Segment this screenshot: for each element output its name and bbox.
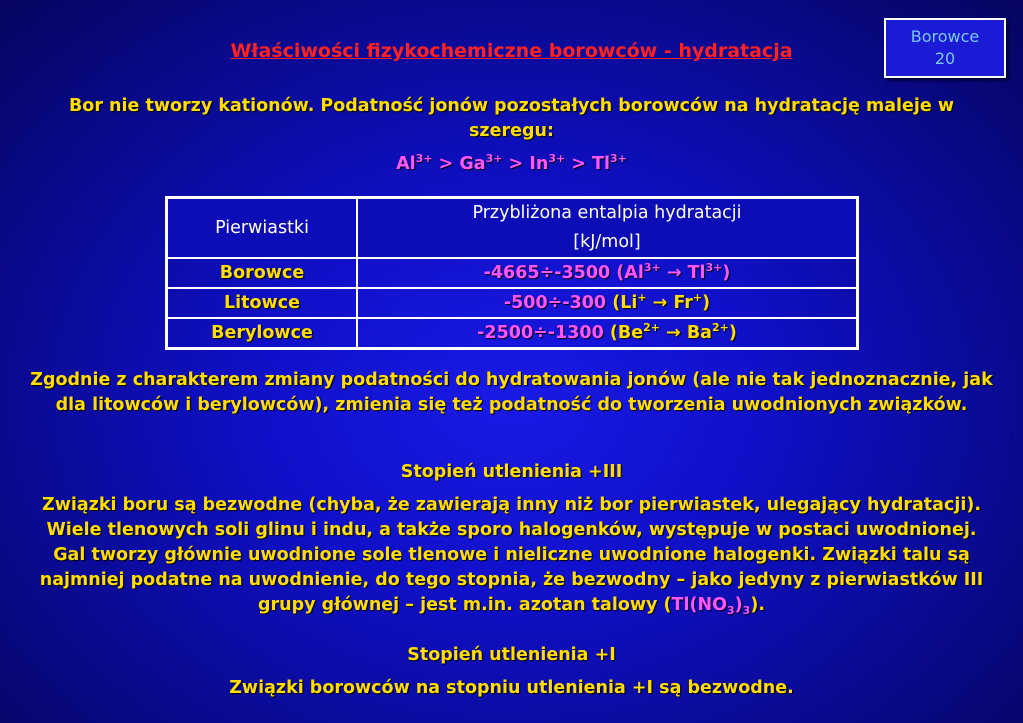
header-enthalpy-unit: [kJ/mol] bbox=[573, 232, 641, 252]
series-ion-al: $Al^{3+}$ bbox=[396, 152, 433, 174]
hydration-series bbox=[0, 154, 1023, 174]
section-text-oxidation-1: Związki borowców na stopniu utlenienia +I są bezwodne. bbox=[229, 678, 794, 698]
table-row bbox=[167, 318, 858, 349]
row-value: -4665÷-3500 $(Al^{3+} \to Tl^{3+})$ bbox=[357, 258, 858, 288]
paragraph-hydrated-compounds: Zgodnie z charakterem zmiany podatności do hydratowania jonów (ale nie tak jednoznacznie, jak dla litowców i berylowców), zmienia się też podatność do tworzenia uwodnionych związków. bbox=[30, 370, 993, 415]
header-enthalpy-label: Przybliżona entalpia hydratacji bbox=[472, 203, 742, 223]
thallium-nitrate-formula: $Tl(NO_3)_3$ bbox=[671, 595, 751, 617]
series-sep: > bbox=[565, 154, 593, 174]
row-group: Borowce bbox=[167, 258, 358, 288]
series-sep: > bbox=[502, 154, 530, 174]
header-enthalpy bbox=[357, 198, 858, 259]
section-heading-oxidation-1: Stopień utlenienia +I bbox=[407, 645, 616, 665]
section-heading-oxidation-3: Stopień utlenienia +III bbox=[400, 462, 623, 482]
series-sep: > bbox=[432, 154, 460, 174]
row-value: -2500÷-1300 $(Be^{2+} \to Ba^{2+})$ bbox=[357, 318, 858, 349]
table-row bbox=[167, 288, 858, 318]
row-group: Litowce bbox=[167, 288, 358, 318]
series-ion-tl: $Tl^{3+}$ bbox=[592, 152, 627, 174]
hydration-enthalpy-table bbox=[165, 196, 859, 350]
badge-topic: Borowce bbox=[910, 27, 980, 46]
badge-slide-number: 20 bbox=[934, 49, 956, 68]
row-group: Berylowce bbox=[167, 318, 358, 349]
table-header-row bbox=[167, 198, 858, 259]
row-value: -500÷-300 (Li+ → Fr+) bbox=[357, 288, 858, 318]
intro-text: Bor nie tworzy kationów. Podatność jonów pozostałych borowców na hydratację maleje w szeregu: bbox=[68, 96, 955, 141]
table-row bbox=[167, 258, 858, 288]
slide-title: Właściwości fizykochemiczne borowców - hydratacja bbox=[230, 40, 793, 62]
header-elements: Pierwiastki bbox=[167, 198, 358, 259]
series-ion-in: $In^{3+}$ bbox=[529, 152, 566, 174]
series-ion-ga: $Ga^{3+}$ bbox=[459, 152, 503, 174]
section-text-oxidation-3: Związki boru są bezwodne (chyba, że zawierają inny niż bor pierwiastek, ulegający hydratacji). Wiele tlenowych soli glinu i indu, a także sporo halogenków, występuje w postaci uwodnionej. Gal tworzy głównie uwodnione sole tlenowe i nieliczne uwodnione halogenki. Związki talu są najmniej podatne na uwodnienie, do tego stopnia, że bezwodny – jako jedyny z pierwiastków III grupy głównej – jest m.in. azotan talowy $(Tl(NO_3)_3)$. bbox=[39, 495, 984, 617]
